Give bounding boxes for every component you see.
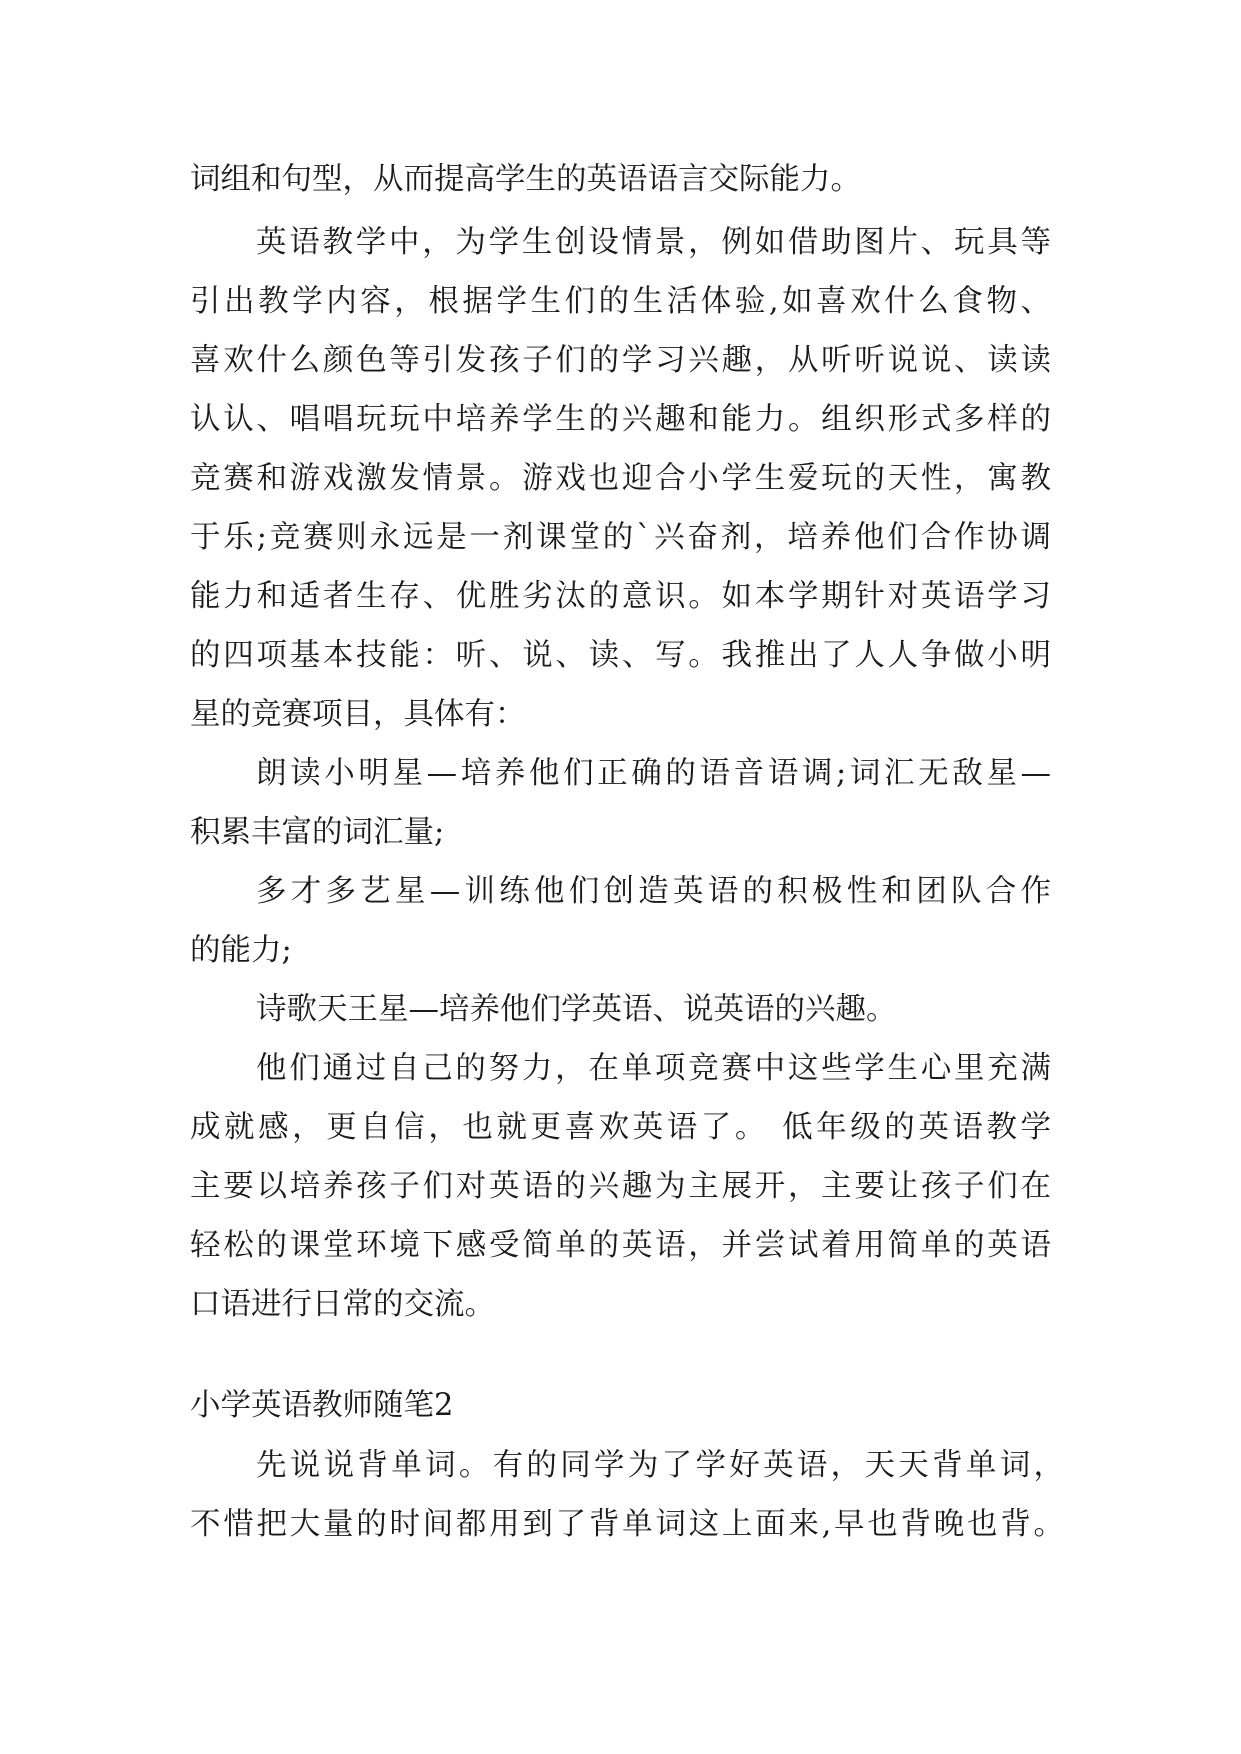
paragraph-line: 能力和适者生存、优胜劣汰的意识。如本学期针对英语学习 (190, 579, 1051, 614)
paragraph-line: 口语进行日常的交流。 (190, 1287, 495, 1322)
paragraph-line: 他们通过自己的努力，在单项竞赛中这些学生心里充满 (256, 1051, 1051, 1086)
paragraph-line: 轻松的课堂环境下感受简单的英语，并尝试着用简单的英语 (190, 1228, 1051, 1263)
paragraph-line: 的能力; (190, 933, 292, 968)
paragraph-line: 诗歌天王星—培养他们学英语、说英语的兴趣。 (256, 992, 897, 1027)
paragraph-line: 主要以培养孩子们对英语的兴趣为主展开，主要让孩子们在 (190, 1169, 1051, 1204)
paragraph-line: 竞赛和游戏激发情景。游戏也迎合小学生爱玩的天性，寓教 (190, 461, 1051, 496)
paragraph-line: 于乐;竞赛则永远是一剂课堂的`兴奋剂，培养他们合作协调 (190, 520, 1051, 555)
paragraph-line: 认认、唱唱玩玩中培养学生的兴趣和能力。组织形式多样的 (190, 402, 1051, 437)
paragraph-line: 朗读小明星—培养他们正确的语音语调;词汇无敌星— (256, 756, 1051, 791)
paragraph-line: 英语教学中，为学生创设情景，例如借助图片、玩具等 (256, 225, 1051, 260)
section-title: 小学英语教师随笔2 (190, 1388, 454, 1423)
paragraph-line: 星的竞赛项目，具体有： (190, 697, 526, 732)
paragraph-line: 成就感，更自信，也就更喜欢英语了。 低年级的英语教学 (190, 1110, 1051, 1145)
paragraph-line: 多才多艺星—训练他们创造英语的积极性和团队合作 (256, 874, 1051, 909)
paragraph-line: 喜欢什么颜色等引发孩子们的学习兴趣，从听听说说、读读 (190, 343, 1051, 378)
paragraph-line: 先说说背单词。有的同学为了学好英语，天天背单词， (256, 1448, 1064, 1483)
paragraph-line: 引出教学内容，根据学生们的生活体验,如喜欢什么食物、 (190, 284, 1051, 319)
paragraph-line: 不惜把大量的时间都用到了背单词这上面来,早也背晚也背。 (190, 1507, 1064, 1542)
paragraph-line: 的四项基本技能：听、说、读、写。我推出了人人争做小明 (190, 638, 1051, 673)
paragraph-line: 积累丰富的词汇量; (190, 815, 445, 850)
paragraph-line: 词组和句型，从而提高学生的英语语言交际能力。 (190, 162, 861, 197)
